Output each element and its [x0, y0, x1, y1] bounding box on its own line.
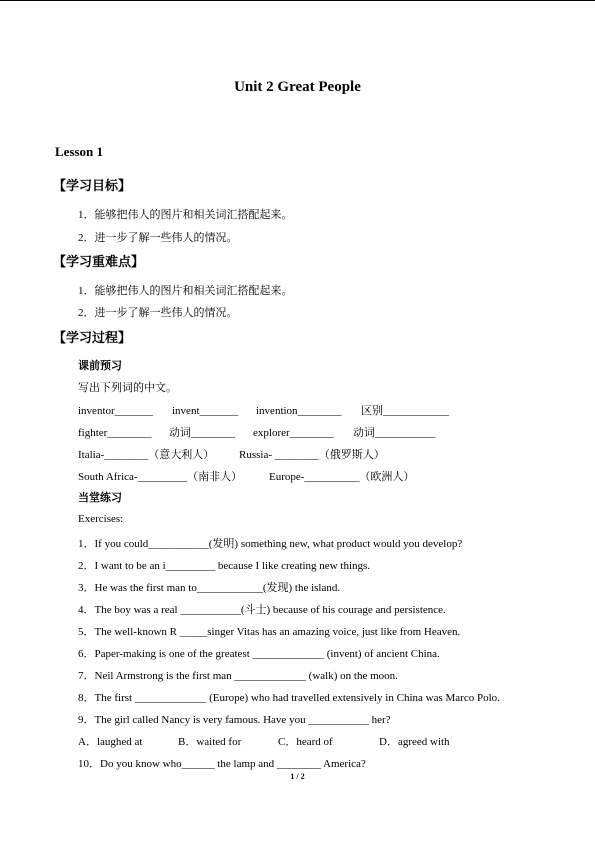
vocab-item: 动词________ [169, 427, 235, 439]
option-b: B．waited for [178, 736, 242, 748]
vocab-item: explorer________ [253, 427, 334, 439]
key-points-heading: 【学习重难点】 [53, 255, 145, 270]
process-heading: 【学习过程】 [53, 331, 132, 346]
vocab-item: South Africa-_________（南非人） [78, 471, 243, 483]
vocab-item: invention________ [256, 405, 342, 417]
vocab-row [78, 424, 436, 440]
exercise-item: 10．Do you know who______ the lamp and ________ America? [78, 758, 366, 770]
exercise-item: 8．The first _____________ (Europe) who had travelled extensively in China was Marco Polo. [78, 692, 500, 704]
vocab-item: 区别____________ [361, 405, 449, 417]
exercise-item: 5．The well-known R _____singer Vitas has an amazing voice, just like from Heaven. [78, 626, 461, 638]
exercise-item: 9．The girl called Nancy is very famous. Have you ___________ her? [78, 714, 391, 726]
vocab-item: inventor_______ [78, 405, 154, 417]
vocab-item: Italia-________（意大利人） [78, 449, 215, 461]
vocab-row [78, 402, 449, 418]
top-rule [0, 0, 595, 1]
vocab-item: Russia- ________（俄罗斯人） [239, 449, 385, 461]
preview-heading: 课前预习 [78, 359, 122, 372]
vocab-row [78, 446, 385, 462]
vocab-item: 动词___________ [353, 427, 436, 439]
option-c: C．heard of [278, 736, 333, 748]
vocab-item: Europe-__________（欧洲人） [269, 471, 415, 483]
exercise-item: 4．The boy was a real ___________(斗士) because of his courage and persistence. [78, 604, 446, 616]
lesson-heading: Lesson 1 [55, 144, 104, 159]
objective-item: 1．能够把伟人的图片和相关词汇搭配起来。 [78, 209, 293, 221]
exercise-item: 3．He was the first man to____________(发现) the island. [78, 582, 341, 594]
objective-item: 2．进一步了解一些伟人的情况。 [78, 232, 238, 244]
page-title: Unit 2 Great People [234, 79, 361, 95]
exercise-item: 1．If you could___________(发明) something new, what product would you develop? [78, 538, 463, 550]
option-a: A．laughed at [78, 736, 143, 748]
preview-instruction: 写出下列词的中文。 [78, 382, 177, 394]
exercise-item: 7．Neil Armstrong is the first man _____________ (walk) on the moon. [78, 670, 398, 682]
key-point-item: 2．进一步了解一些伟人的情况。 [78, 307, 238, 319]
option-d: D．agreed with [379, 736, 450, 748]
objectives-heading: 【学习目标】 [53, 179, 132, 194]
vocab-row [78, 468, 414, 484]
exercise-item: 6．Paper-making is one of the greatest _____________ (invent) of ancient China. [78, 648, 440, 660]
exercises-label: Exercises: [78, 513, 124, 525]
key-point-item: 1．能够把伟人的图片和相关词汇搭配起来。 [78, 285, 293, 297]
exercise-item: 2．I want to be an i_________ because I like creating new things. [78, 560, 371, 572]
answer-options [78, 733, 450, 749]
vocab-item: invent_______ [172, 405, 238, 417]
practice-heading: 当堂练习 [78, 491, 122, 504]
page-number: 1 / 2 [290, 772, 305, 781]
vocab-item: fighter________ [78, 427, 152, 439]
